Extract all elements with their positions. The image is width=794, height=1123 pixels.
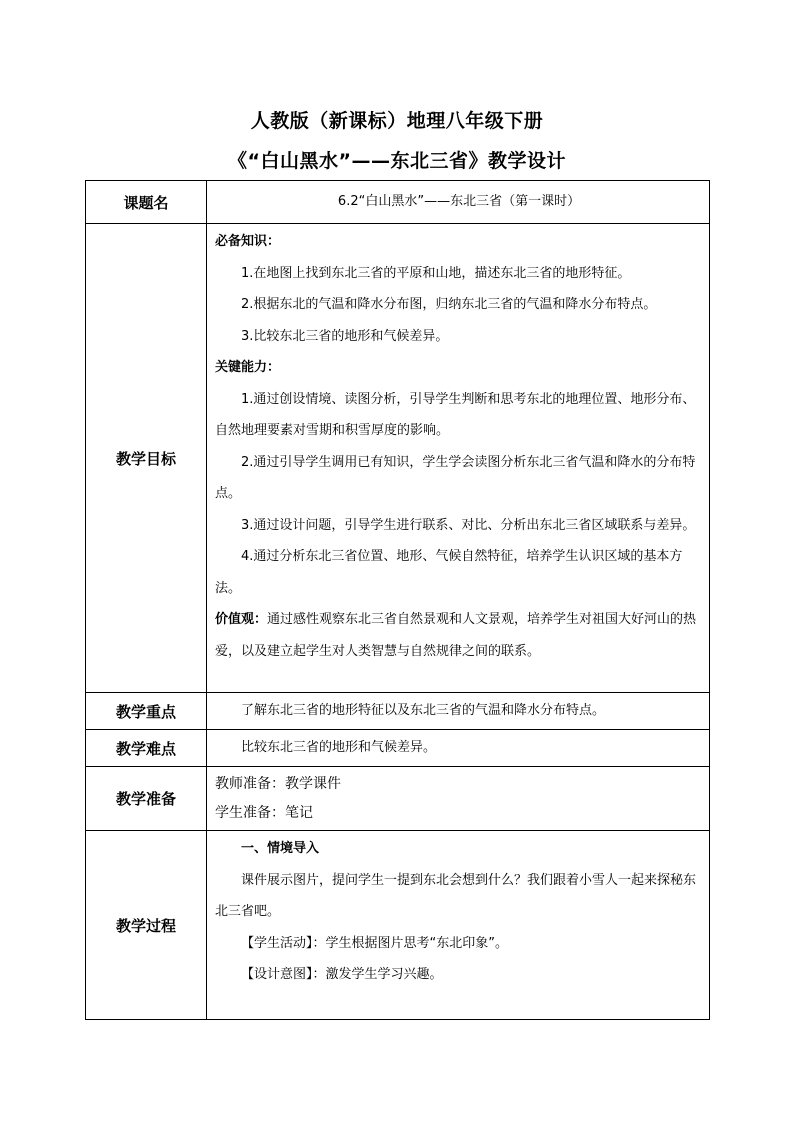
table-row-preparation <box>86 767 710 831</box>
row-label-goals: 教学目标 <box>86 224 207 693</box>
row-label-process: 教学过程 <box>86 831 207 1020</box>
student-activity <box>215 928 703 960</box>
lesson-plan-table <box>85 180 710 1020</box>
row-label-preparation: 教学准备 <box>86 767 207 831</box>
row-label-difficulty: 教学难点 <box>86 730 207 767</box>
key-points-value: 了解东北三省的地形特征以及东北三省的气温和降水分布特点。 <box>207 693 710 730</box>
intent-text: ：激发学生学习兴趣。 <box>312 967 443 982</box>
intro-text: 课件展示图片，提问学生一提到东北会想到什么？我们跟着小雪人一起来探秘东北三省吧。 <box>215 872 697 919</box>
design-intent <box>215 959 703 991</box>
ability-item: 4.通过分析东北三省位置、地形、气候自然特征，培养学生认识区域的基本方法。 <box>215 549 683 596</box>
knowledge-item: 3.比较东北三省的地形和气候差异。 <box>241 328 449 344</box>
teacher-prep: 教师准备：教学课件 <box>215 775 341 792</box>
table-row-topic <box>86 181 710 224</box>
knowledge-header: 必备知识： <box>215 234 281 249</box>
activity-text: ：学生根据图片思考“东北印象”。 <box>312 935 508 951</box>
table-row-process <box>86 831 710 1020</box>
ability-item: 3.通过设计问题，引导学生进行联系、对比、分析出东北三省区域联系与差异。 <box>241 517 696 533</box>
table-row-key-points <box>86 693 710 730</box>
intent-label: 【设计意图】 <box>241 967 313 982</box>
row-label-topic: 课题名 <box>86 181 207 224</box>
value-paragraph <box>215 604 703 667</box>
activity-label: 【学生活动】 <box>241 935 313 951</box>
process-content <box>207 831 710 1020</box>
topic-value: 6.2“白山黑水”——东北三省（第一课时） <box>207 181 710 224</box>
ability-header: 关键能力： <box>215 360 281 375</box>
table-row-goals <box>86 224 710 693</box>
value-text: 通过感性观察东北三省自然景观和人文景观，培养学生对祖国大好河山的热爱，以及建立起学生对人类智慧与自然规律之间的联系。 <box>215 612 697 659</box>
ability-item: 1.通过创设情境、读图分析，引导学生判断和思考东北的地理位置、地形分布、自然地理要素对雪期和积雪厚度的影响。 <box>215 391 696 438</box>
table-row-difficulty <box>86 730 710 767</box>
difficulty-value: 比较东北三省的地形和气候差异。 <box>207 730 710 767</box>
value-header: 价值观： <box>215 612 268 627</box>
goals-content <box>207 224 710 693</box>
student-prep: 学生准备：笔记 <box>215 804 313 821</box>
section-header: 一、情境导入 <box>241 841 320 856</box>
ability-item: 2.通过引导学生调用已有知识，学生学会读图分析东北三省气温和降水的分布特点。 <box>215 454 696 501</box>
row-label-key-points: 教学重点 <box>86 693 207 730</box>
knowledge-item: 2.根据东北的气温和降水分布图，归纳东北三省的气温和降水分布特点。 <box>241 297 657 312</box>
knowledge-item: 1.在地图上找到东北三省的平原和山地，描述东北三省的地形特征。 <box>241 265 631 281</box>
preparation-content <box>207 767 710 831</box>
document-subtitle: 《“白山黑水”——东北三省》教学设计 <box>228 150 566 172</box>
document-title: 人教版（新课标）地理八年级下册 <box>250 110 544 132</box>
